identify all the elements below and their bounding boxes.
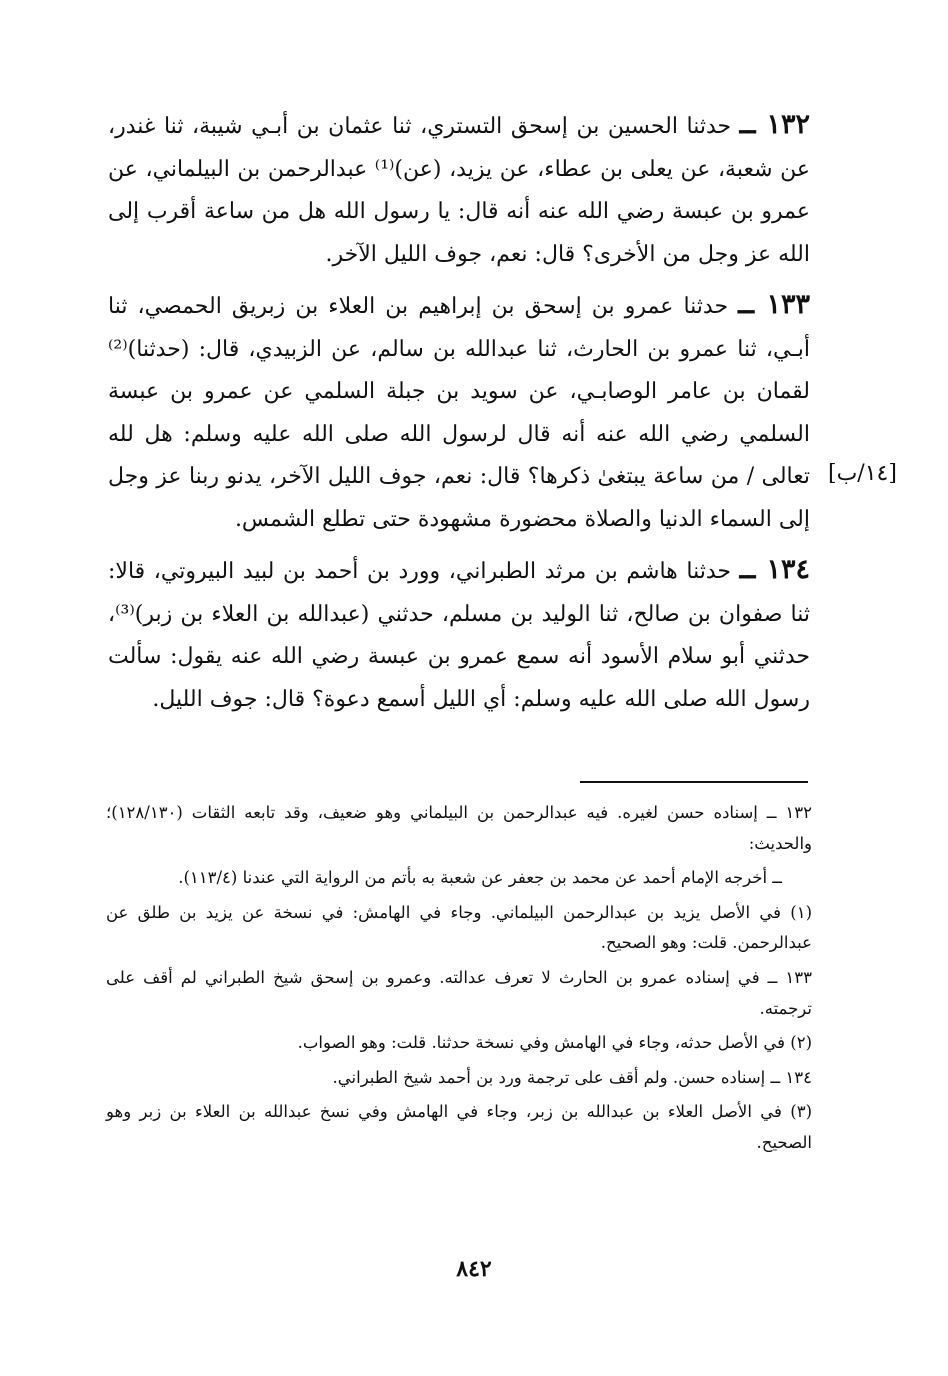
hadith-text: حدثنا الحسين بن إسحق التستري، ثنا عثمان بن أبـي شيبة، ثنا غندر، عن شعبة، عن يعلى بن عطاء، عن يزيد، (عن)⁽¹⁾ عبدالرحمن بن البيلماني، عن عمرو بن عبسة رضي الله عنه أنه قال: يا رسول الله هل من ساعة أقرب إلى الله عز وجل من الأخرى؟ قال: نعم، جوف الليل الآخر. bbox=[108, 114, 810, 267]
hadith-number: ١٣٤ ــ bbox=[739, 554, 810, 585]
hadith-text: حدثنا عمرو بن إسحق بن إبراهيم بن العلاء بن زبريق الحمصي، ثنا أبـي، ثنا عمرو بن الحارث، ثنا عبدالله بن سالم، عن الزبيدي، قال: (حدثنا)⁽²⁾ لقمان بن عامر الوصابـي، عن سويد بن جبلة السلمي عن عمرو بن عبسة السلمي رضي الله عنه أنه قال لرسول الله صلى الله عليه وسلم: هل لله تعالى / من ساعة يبتغىٰ ذكرها؟ قال: نعم، جوف الليل الآخر، يدنو ربنا عز وجل إلى السماء الدنيا والصلاة محضورة مشهودة حتى تطلع الشمس. bbox=[108, 294, 810, 532]
hadith-132 bbox=[108, 104, 810, 276]
footnote-132: ١٣٢ ــ إسناده حسن لغيره. فيه عبدالرحمن بن البيلماني وهو ضعيف، وقد تابعه الثقات (١٢٨/١٣٠)؛ والحديث: bbox=[106, 803, 812, 853]
footnote-1: (١) في الأصل يزيد بن عبدالرحمن البيلماني. وجاء في الهامش: في نسخة عن يزيد بن طلق عن عبدالرحمن. قلت: وهو الصحيح. bbox=[106, 902, 812, 953]
page-number: ٨٤٢ bbox=[456, 1256, 492, 1282]
footnote-divider bbox=[580, 781, 808, 783]
hadith-text: حدثنا هاشم بن مرثد الطبراني، وورد بن أحمد بن لبيد البيروتي، قالا: ثنا صفوان بن صالح، ثنا الوليد بن مسلم، حدثني (عبدالله بن العلاء بن زبر)⁽³⁾، حدثني أبو سلام الأسود أنه سمع عمرو بن عبسة رضي الله عنه يقول: سألت رسول الله صلى الله عليه وسلم: أي الليل أسمع دعوة؟ قال: جوف الليل. bbox=[108, 559, 810, 712]
hadith-number: ١٣٢ ــ bbox=[739, 109, 810, 140]
footnote-2: (٢) في الأصل حدثه، وجاء في الهامش وفي نسخة حدثنا. قلت: وهو الصواب. bbox=[297, 1033, 812, 1053]
main-text bbox=[108, 104, 810, 721]
hadith-number: ١٣٣ ــ bbox=[738, 289, 810, 320]
hadith-134 bbox=[108, 549, 810, 721]
footnote-133: ١٣٣ ــ في إسناده عمرو بن الحارث لا تعرف عدالته. وعمرو بن إسحق شيخ الطبراني لم أقف على ترجمته. bbox=[106, 967, 812, 1018]
footnote-3: (٣) في الأصل العلاء بن عبدالله بن زبر، وجاء في الهامش وفي نسخ عبدالله بن العلاء بن زبر وهو الصحيح. bbox=[106, 1102, 812, 1152]
footnote-134: ١٣٤ ــ إسناده حسن. ولم أقف على ترجمة ورد بن أحمد شيخ الطبراني. bbox=[332, 1067, 812, 1087]
footnotes bbox=[106, 798, 812, 1163]
hadith-133 bbox=[108, 284, 810, 541]
manuscript-folio-marker: [١٤/ب] bbox=[828, 461, 897, 486]
footnote-132-takhrij: ــ أخرجه الإمام أحمد عن محمد بن جعفر عن شعبة به بأتم من الرواية التي عندنا (١١٣/٤). bbox=[178, 868, 782, 888]
